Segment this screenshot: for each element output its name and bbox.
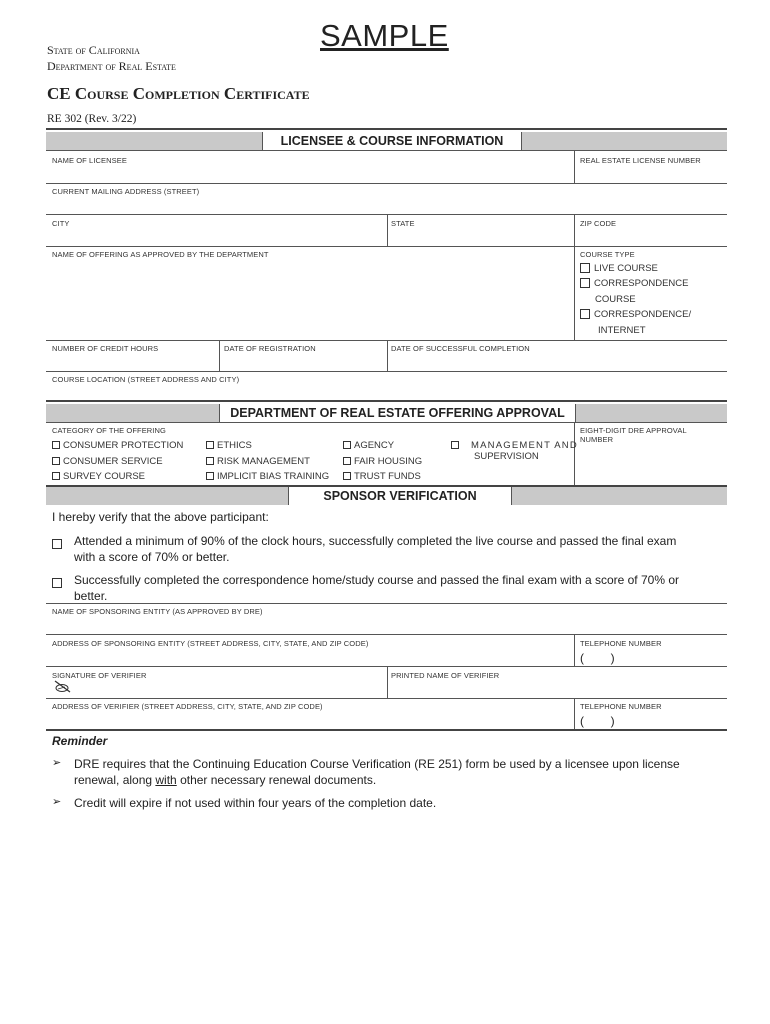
sponsor-phone-parens: ( ) (580, 651, 615, 665)
category-implicit-bias[interactable]: IMPLICIT BIAS TRAINING (206, 471, 329, 482)
category-consumer-protection[interactable]: CONSUMER PROTECTION (52, 440, 183, 451)
checkbox-icon[interactable] (52, 578, 62, 588)
zip-field[interactable]: ZIP CODE (580, 219, 617, 228)
course-type-live[interactable]: LIVE COURSE (580, 263, 658, 274)
reminder-item-2: Credit will expire if not used within four years of the completion date. (74, 796, 437, 810)
sample-watermark: SAMPLE (320, 18, 449, 53)
verifier-address-field[interactable]: ADDRESS OF VERIFIER (STREET ADDRESS, CITY, STATE, AND ZIP CODE) (52, 702, 323, 711)
credit-hours-field[interactable]: NUMBER OF CREDIT HOURS (52, 344, 159, 353)
page-title: CE Course Completion Certificate (47, 84, 310, 103)
checkbox-icon[interactable] (206, 472, 214, 480)
checkbox-icon[interactable] (206, 441, 214, 449)
section-title-approval: DEPARTMENT OF REAL ESTATE OFFERING APPROVAL (219, 404, 576, 422)
category-management[interactable]: MANAGEMENT AND (451, 440, 578, 451)
sponsor-telephone-field[interactable]: TELEPHONE NUMBER (580, 639, 662, 648)
checkbox-icon[interactable] (580, 278, 590, 288)
offering-name-field[interactable]: NAME OF OFFERING AS APPROVED BY THE DEPARTMENT (52, 250, 269, 259)
course-type-internet-cont: INTERNET (598, 325, 646, 336)
section-title-sponsor: SPONSOR VERIFICATION (288, 487, 512, 505)
checkbox-icon[interactable] (52, 539, 62, 549)
option-live-text: Attended a minimum of 90% of the clock hours, successfully completed the live course and passed the final exam with a score of 70% or better. (74, 534, 677, 564)
checkbox-icon[interactable] (343, 472, 351, 480)
category-label: CATEGORY OF THE OFFERING (52, 426, 166, 435)
date-completion-field[interactable]: DATE OF SUCCESSFUL COMPLETION (391, 344, 530, 353)
checkbox-icon[interactable] (343, 441, 351, 449)
verification-intro: I hereby verify that the above participant: (52, 510, 269, 524)
category-management-cont: SUPERVISION (474, 451, 539, 462)
category-survey-course[interactable]: SURVEY COURSE (52, 471, 145, 482)
reminder-item-1: DRE requires that the Continuing Education Course Verification (RE 251) form be used by a licensee upon license renewal, along with other necessary renewal documents. (74, 757, 680, 787)
category-fair-housing[interactable]: FAIR HOUSING (343, 456, 422, 467)
checkbox-icon[interactable] (580, 263, 590, 273)
category-ethics[interactable]: ETHICS (206, 440, 252, 451)
course-type-label: COURSE TYPE (580, 250, 635, 259)
sponsor-name-field[interactable]: NAME OF SPONSORING ENTITY (AS APPROVED BY DRE) (52, 607, 263, 616)
printed-name-field[interactable]: PRINTED NAME OF VERIFIER (391, 671, 500, 680)
section-title-licensee: LICENSEE & COURSE INFORMATION (262, 132, 522, 150)
course-type-correspondence[interactable]: CORRESPONDENCE (580, 278, 689, 289)
sponsor-address-field[interactable]: ADDRESS OF SPONSORING ENTITY (STREET ADDRESS, CITY, STATE, AND ZIP CODE) (52, 639, 369, 648)
option-correspondence-checkbox[interactable] (52, 574, 66, 592)
category-consumer-service[interactable]: CONSUMER SERVICE (52, 456, 163, 467)
checkbox-icon[interactable] (343, 457, 351, 465)
reminder-title: Reminder (52, 734, 108, 748)
state-field[interactable]: STATE (391, 219, 415, 228)
state-line: State of California (47, 43, 140, 57)
approval-number-field-cont: NUMBER (580, 435, 614, 444)
checkbox-icon[interactable] (52, 472, 60, 480)
mailing-address-field[interactable]: CURRENT MAILING ADDRESS (STREET) (52, 187, 200, 196)
verifier-telephone-field[interactable]: TELEPHONE NUMBER (580, 702, 662, 711)
checkbox-icon[interactable] (206, 457, 214, 465)
checkbox-icon[interactable] (52, 457, 60, 465)
course-type-internet[interactable]: CORRESPONDENCE/ (580, 309, 691, 320)
checkbox-icon[interactable] (580, 309, 590, 319)
bullet-arrow-icon: ➢ (52, 757, 62, 769)
form-revision: RE 302 (Rev. 3/22) (47, 113, 137, 125)
option-live-checkbox[interactable] (52, 535, 66, 553)
category-trust-funds[interactable]: TRUST FUNDS (343, 471, 421, 482)
bullet-arrow-icon: ➢ (52, 796, 62, 808)
checkbox-icon[interactable] (451, 441, 459, 449)
category-agency[interactable]: AGENCY (343, 440, 394, 451)
approval-number-field[interactable]: EIGHT-DIGIT DRE APPROVAL (580, 426, 687, 435)
signature-field[interactable]: SIGNATURE OF VERIFIER (52, 671, 147, 680)
signature-pen-icon (53, 680, 73, 699)
license-number-field[interactable]: REAL ESTATE LICENSE NUMBER (580, 156, 701, 165)
course-type-correspondence-cont: COURSE (595, 294, 636, 305)
department-line: Department of Real Estate (47, 59, 176, 73)
category-risk-management[interactable]: RISK MANAGEMENT (206, 456, 310, 467)
licensee-name-field[interactable]: NAME OF LICENSEE (52, 156, 127, 165)
verifier-phone-parens: ( ) (580, 714, 615, 728)
date-registration-field[interactable]: DATE OF REGISTRATION (224, 344, 316, 353)
course-location-field[interactable]: COURSE LOCATION (STREET ADDRESS AND CITY) (52, 375, 240, 384)
city-field[interactable]: CITY (52, 219, 70, 228)
checkbox-icon[interactable] (52, 441, 60, 449)
option-correspondence-text: Successfully completed the correspondence home/study course and passed the final exam with a score of 70% or better. (74, 573, 679, 603)
